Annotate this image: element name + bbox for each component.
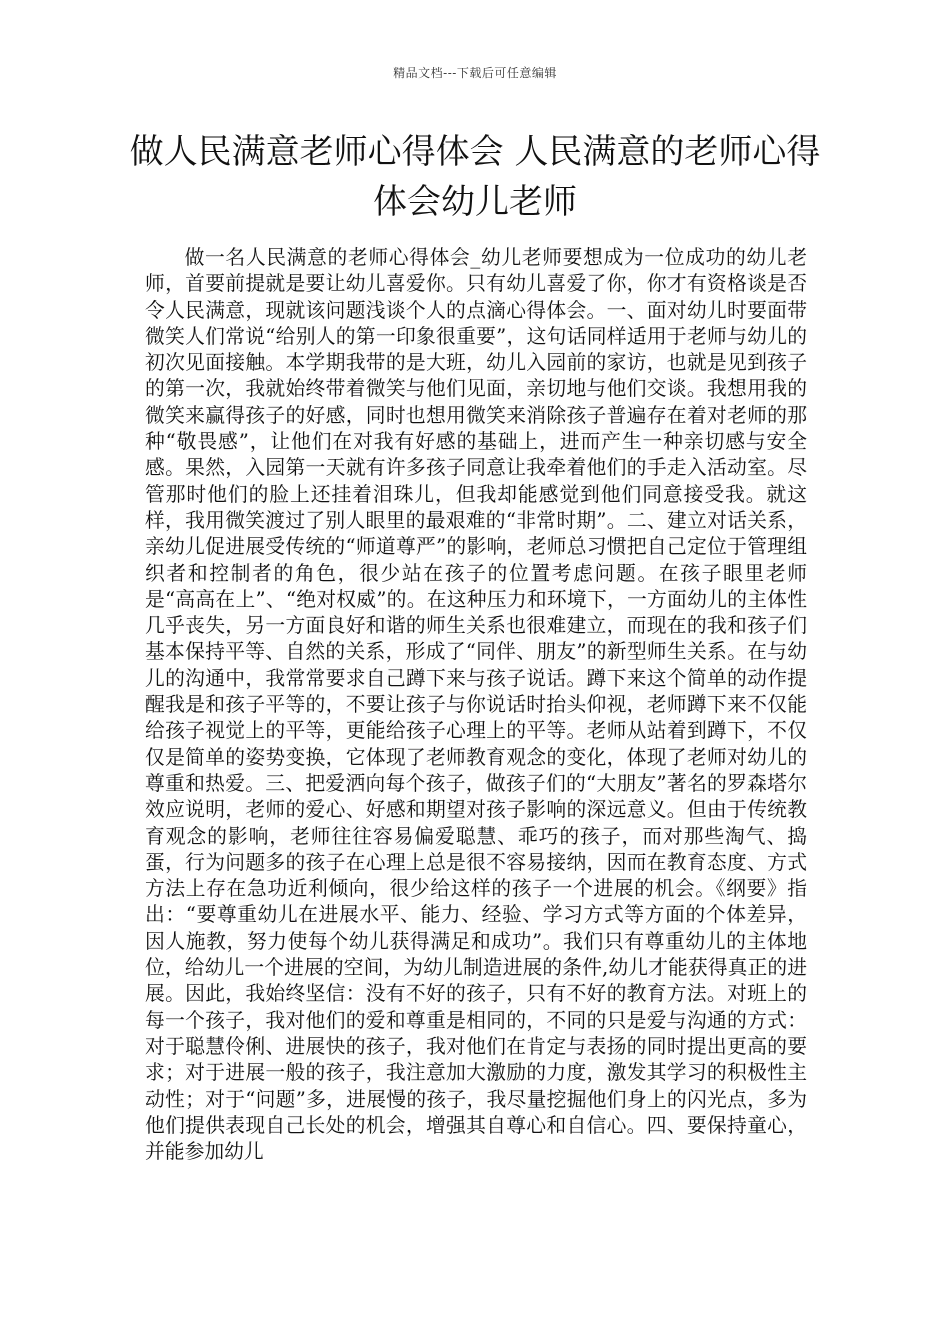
header-note: 精品文档---下载后可任意编辑 xyxy=(393,66,557,80)
document-title: 做人民满意老师心得体会 人民满意的老师心得体会幼儿老师 xyxy=(129,132,821,222)
body-paragraph: 做一名人民满意的老师心得体会_幼儿老师要想成为一位成功的幼儿老师，首要前提就是要让幼儿喜爱你。只有幼儿喜爱了你，你才有资格谈是否令人民满意，现就该问题浅谈个人的点滴心得体会。一、面对幼儿时要面带微笑人们常说“给别人的第一印象很重要”，这句话同样适用于老师与幼儿的初次见面接触。本学期我带的是大班，幼儿入园前的家访，也就是见到孩子的第一次，我就始终带着微笑与他们见面，亲切地与他们交谈。我想用我的微笑来赢得孩子的好感，同时也想用微笑来消除孩子普遍存在着对老师的那种“敬畏感”，让他们在对我有好感的基础上，进而产生一种亲切感与安全感。果然，入园第一天就有许多孩子同意让我牵着他们的手走入活动室。尽管那时他们的脸上还挂着泪珠儿，但我却能感觉到他们同意接受我。就这样，我用微笑渡过了别人眼里的最艰难的“非常时期”。二、建立对话关系，亲幼儿促进展受传统的“师道尊严”的影响，老师总习惯把自己定位于管理组织者和控制者的角色，很少站在孩子的位置考虑问题。在孩子眼里老师是“高高在上”、“绝对权威”的。在这种压力和环境下，一方面幼儿的主体性几乎丧失，另一方面良好和谐的师生关系也很难建立，而现在的我和孩子们基本保持平等、自然的关系，形成了“同伴、朋友”的新型师生关系。在与幼儿的沟通中，我常常要求自己蹲下来与孩子说话。蹲下来这个简单的动作提醒我是和孩子平等的，不要让孩子与你说话时抬头仰视，老师蹲下来不仅能给孩子视觉上的平等，更能给孩子心理上的平等。老师从站着到蹲下，不仅仅是简单的姿势变换，它体现了老师教育观念的变化，体现了老师对幼儿的尊重和热爱。三、把爱洒向每个孩子，做孩子们的“大朋友”著名的罗森塔尔效应说明，老师的爱心、好感和期望对孩子影响的深远意义。但由于传统教育观念的影响，老师往往容易偏爱聪慧、乖巧的孩子，而对那些淘气、捣蛋，行为问题多的孩子在心理上总是很不容易接纳，因而在教育态度、方式方法上存在急功近利倾向，很少给这样的孩子一个进展的机会。《纲要》指出：“要尊重幼儿在进展水平、能力、经验、学习方式等方面的个体差异，因人施教，努力使每个幼儿获得满足和成功”。我们只有尊重幼儿的主体地位，给幼儿一个进展的空间，为幼儿制造进展的条件,幼儿才能获得真正的进展。因此，我始终坚信：没有不好的孩子，只有不好的教育方法。对班上的每一个孩子，我对他们的爱和尊重是相同的，不同的只是爱与沟通的方式：对于聪慧伶俐、进展快的孩子，我对他们在肯定与表扬的同时提出更高的要求；对于进展一般的孩子，我注意加大激励的力度，激发其学习的积极性主动性；对于“问题”多，进展慢的孩子，我尽量挖掘他们身上的闪光点，多为他们提供表现自己长处的机会，增强其自尊心和自信心。四、要保持童心，并能参加幼儿 xyxy=(145,246,807,1164)
